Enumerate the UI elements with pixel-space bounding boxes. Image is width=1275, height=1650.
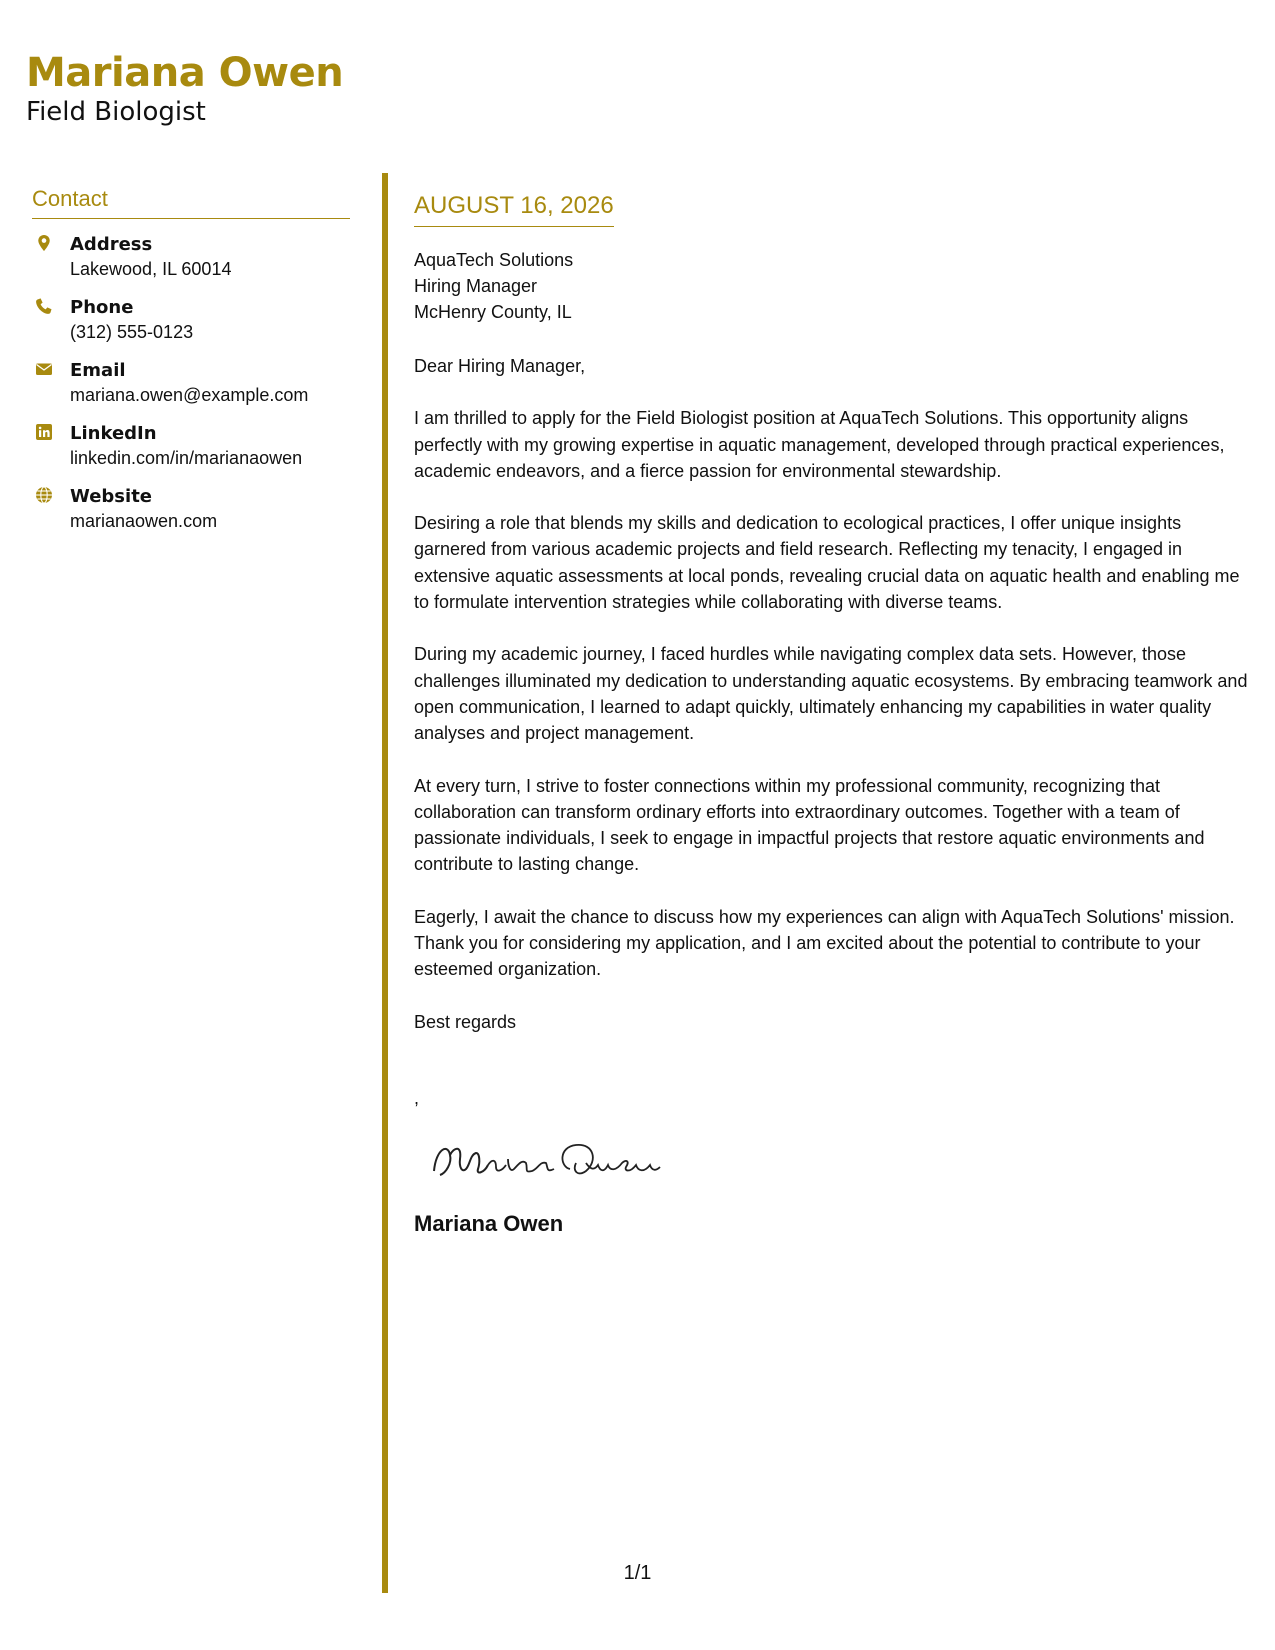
contact-value: (312) 555-0123 (70, 322, 194, 342)
contact-item-website (32, 485, 350, 533)
letter-body (414, 190, 1249, 1238)
salutation: Dear Hiring Manager, (414, 356, 586, 376)
closing: Best regards (414, 1011, 517, 1032)
page-number-text: 1/1 (623, 1562, 652, 1584)
page-number (0, 1562, 1275, 1585)
contact-value: Lakewood, IL 60014 (70, 259, 232, 279)
contact-value: mariana.owen@example.com (70, 385, 309, 405)
recipient-location: McHenry County, IL (414, 302, 572, 322)
contact-sidebar (32, 186, 350, 548)
recipient-role: Hiring Manager (414, 276, 538, 296)
paragraph: During my academic journey, I faced hurdles while navigating complex data sets. However, those challenges illuminated my dedication to understanding aquatic ecosystems. By embracing teamwork and open communication, I learned to adapt quickly, ultimately enhancing my capabilities in water quality analyses and project management. (414, 644, 1248, 744)
applicant-name: Mariana Owen (26, 50, 344, 96)
phone-icon (35, 297, 53, 315)
contact-label: Address (70, 234, 153, 255)
paragraph: At every turn, I strive to foster connections within my professional community, recognizing that collaboration can transform ordinary efforts into extraordinary outcomes. Together with a team of passionate individuals, I seek to engage in impactful projects that restore aquatic environments and contribute to lasting change. (414, 775, 1205, 875)
contact-label: Phone (70, 297, 134, 318)
linkedin-icon (35, 423, 53, 441)
contact-label: Email (70, 360, 126, 381)
contact-item-linkedin (32, 422, 350, 470)
contact-heading: Contact (32, 186, 350, 219)
paragraph: I am thrilled to apply for the Field Biologist position at AquaTech Solutions. This opportunity aligns perfectly with my growing expertise in aquatic management, developed through practical experiences, academic endeavors, and a fierce passion for environmental stewardship. (414, 408, 1225, 481)
paragraph: Eagerly, I await the chance to discuss how my experiences can align with AquaTech Solutions' mission. Thank you for considering my application, and I am excited about the potential to contribute to your esteemed organization. (414, 906, 1235, 980)
vertical-divider (382, 173, 388, 1593)
globe-icon (35, 486, 53, 504)
recipient-company: AquaTech Solutions (414, 250, 574, 270)
contact-label: LinkedIn (70, 423, 157, 444)
letter-date: AUGUST 16, 2026 (414, 190, 614, 227)
contact-value: linkedin.com/in/marianaowen (70, 448, 303, 468)
contact-value: marianaowen.com (70, 511, 218, 531)
envelope-icon (35, 360, 53, 378)
applicant-title: Field Biologist (26, 97, 206, 127)
paragraph: Desiring a role that blends my skills and dedication to ecological practices, I offer unique insights garnered from various academic projects and field research. Reflecting my tenacity, I engaged in extensive aquatic assessments at local ponds, revealing crucial data on aquatic health and enabling me to formulate intervention strategies while collaborating with diverse teams. (414, 513, 1240, 613)
closing-comma: , (414, 1087, 420, 1108)
contact-item-phone (32, 296, 350, 344)
recipient-block (414, 247, 1249, 325)
contact-label: Website (70, 486, 153, 507)
signer-name: Mariana Owen (414, 1211, 564, 1237)
contact-item-address (32, 233, 350, 281)
contact-item-email (32, 359, 350, 407)
handwritten-signature (426, 1129, 666, 1189)
letter-header (26, 48, 343, 128)
map-pin-icon (35, 234, 53, 252)
